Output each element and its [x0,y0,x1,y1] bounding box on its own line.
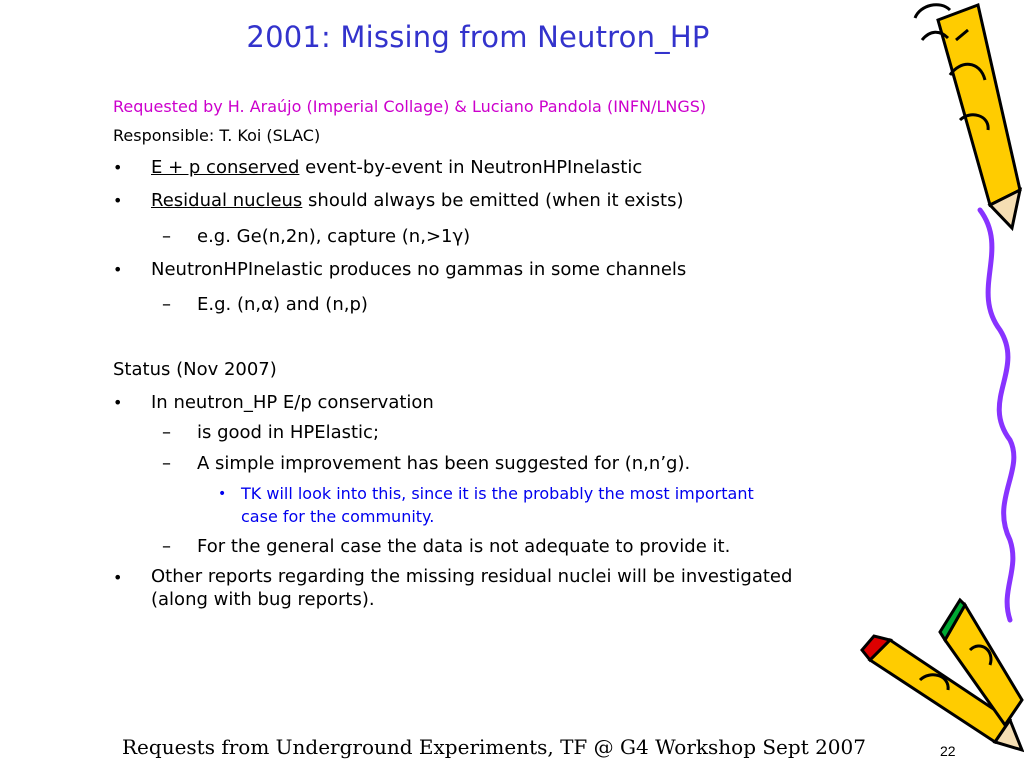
status-heading: Status (Nov 2007) [113,359,277,380]
bullet-marker: • [218,486,227,502]
page-number: 22 [940,743,956,759]
dash-marker: – [162,226,171,247]
bullet-marker: • [113,158,123,177]
responsible-line: Responsible: T. Koi (SLAC) [113,126,321,145]
bullet-marker: • [113,191,123,210]
dash-marker: – [162,453,171,474]
bullet-energy-conserved [151,157,642,179]
sub-example-ge: e.g. Ge(n,2n), capture (n,>1γ) [197,226,471,247]
note-tk-line2: case for the community. [241,507,435,526]
requested-by-line: Requested by H. Araújo (Imperial Collage) & Luciano Pandola (INFN/LNGS) [113,97,707,116]
bullet-residual-nucleus [151,190,683,212]
sub-general-case: For the general case the data is not adequate to provide it. [197,536,731,557]
dash-marker: – [162,294,171,315]
purple-squiggle-line [980,210,1014,620]
bullet-other-reports-line1: Other reports regarding the missing residual nuclei will be investigated [151,566,793,587]
bullet-marker: • [113,260,123,279]
slide-footer: Requests from Underground Experiments, TF @ G4 Workshop Sept 2007 [122,735,866,759]
residual-nucleus-rest: should always be emitted (when it exists) [302,190,684,211]
dash-marker: – [162,422,171,443]
sub-simple-improvement: A simple improvement has been suggested for (n,n’g). [197,453,691,474]
bullet-ep-conservation: In neutron_HP E/p conservation [151,392,434,413]
sub-hpelastic: is good in HPElastic; [197,422,380,443]
note-tk-line1: TK will look into this, since it is the probably the most important [241,484,754,503]
bullet-no-gammas: NeutronHPInelastic produces no gammas in some channels [151,259,687,280]
dash-marker: – [162,536,171,557]
slide-title: 2001: Missing from Neutron_HP [246,20,710,54]
top-pencil-icon [915,5,1020,228]
bullet-marker: • [113,393,123,412]
energy-conserved-underlined: E + p conserved [151,157,300,178]
residual-nucleus-underlined: Residual nucleus [151,190,303,211]
energy-conserved-rest: event-by-event in NeutronHPInelastic [299,157,643,178]
pencils-clipart-icon [860,0,1024,768]
bullet-marker: • [113,568,123,587]
sub-example-n-alpha: E.g. (n,α) and (n,p) [197,294,368,315]
bullet-other-reports-line2: (along with bug reports). [151,589,375,610]
bottom-pencils-icon [862,600,1022,750]
